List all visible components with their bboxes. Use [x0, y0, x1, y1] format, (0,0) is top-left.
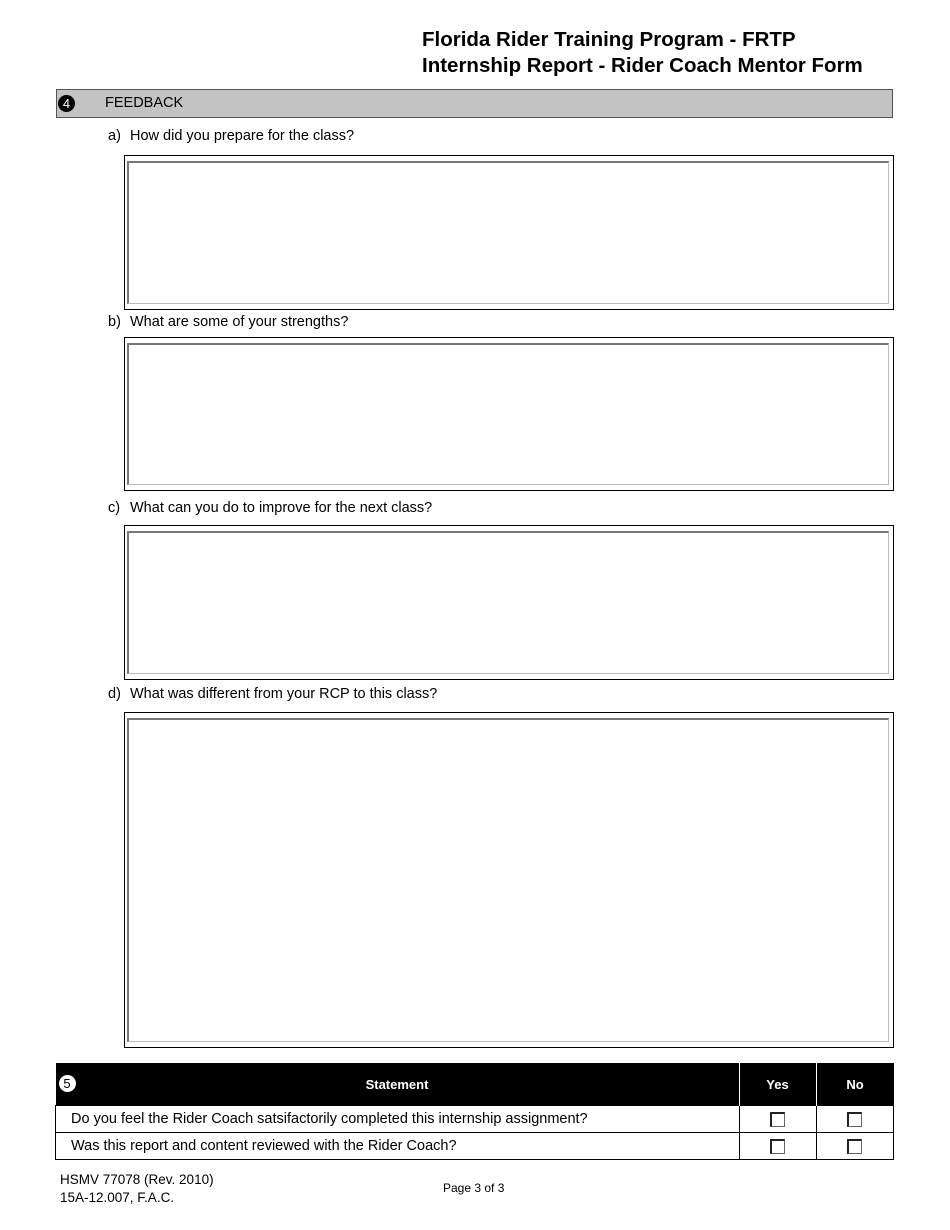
statement-header [56, 1063, 740, 1106]
yes-header: Yes [739, 1063, 816, 1106]
answer-c-field[interactable] [124, 525, 894, 680]
question-d-text: What was different from your RCP to this class? [130, 686, 438, 702]
question-a-letter: a) [108, 128, 121, 144]
page-number: Page 3 of 3 [443, 1181, 505, 1195]
question-a [108, 128, 354, 144]
section-4-title: FEEDBACK [105, 95, 184, 111]
section-4-number: 4 [58, 95, 75, 112]
yes-cell [739, 1133, 816, 1160]
footer-form-info [60, 1171, 214, 1207]
statement-table-header [56, 1063, 894, 1106]
table-row [56, 1133, 894, 1160]
question-b [108, 314, 348, 330]
answer-d-field[interactable] [124, 712, 894, 1048]
form-title-line2: Internship Report - Rider Coach Mentor Form [422, 54, 863, 77]
section-5-number: 5 [59, 1075, 76, 1092]
table-row [56, 1106, 894, 1133]
question-a-text: How did you prepare for the class? [130, 128, 355, 144]
answer-a-field[interactable] [124, 155, 894, 310]
form-title-line1: Florida Rider Training Program - FRTP [422, 28, 796, 51]
yes-checkbox[interactable] [770, 1139, 785, 1154]
question-c-text: What can you do to improve for the next class? [130, 500, 433, 516]
question-d [108, 686, 437, 702]
statement-header-label: Statement [365, 1076, 429, 1092]
question-d-letter: d) [108, 686, 121, 702]
statement-text: Was this report and content reviewed with the Rider Coach? [56, 1133, 740, 1160]
question-b-text: What are some of your strengths? [130, 314, 349, 330]
question-b-letter: b) [108, 314, 121, 330]
no-cell [816, 1133, 894, 1160]
statement-table [55, 1063, 894, 1160]
no-cell [816, 1106, 894, 1133]
rule-reference: 15A-12.007, F.A.C. [60, 1190, 175, 1205]
statement-text: Do you feel the Rider Coach satsifactorily completed this internship assignment? [56, 1106, 740, 1133]
no-header: No [816, 1063, 894, 1106]
yes-cell [739, 1106, 816, 1133]
no-checkbox[interactable] [847, 1139, 862, 1154]
yes-checkbox[interactable] [770, 1112, 785, 1127]
section-4-header [56, 89, 893, 118]
answer-b-field[interactable] [124, 337, 894, 491]
question-c-letter: c) [108, 500, 121, 516]
question-c [108, 500, 432, 516]
no-checkbox[interactable] [847, 1112, 862, 1127]
form-number: HSMV 77078 (Rev. 2010) [60, 1172, 214, 1187]
form-title [422, 27, 863, 79]
